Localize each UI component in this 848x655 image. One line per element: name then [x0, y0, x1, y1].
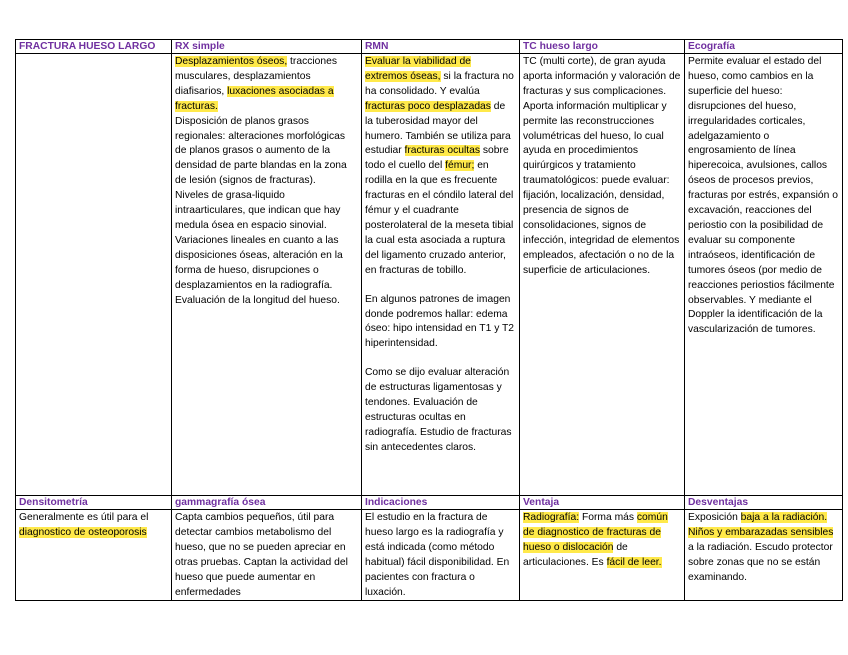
tc-paragraph: TC (multi corte), de gran ayuda aporta información y valoración de fracturas y sus complicaciones. Aporta información multiplicar y permite las reconstrucciones volumétricas del hueso, lo cual ayuda en procedimientos quirúrgicos y tratamiento traumatológicos: puede evaluar: fijación, localización, densidad, presencia de signos de consolidaciones, signos de infección, integridad de elementos empleados, afectación o no de la superficie de articulaciones.	[523, 56, 681, 276]
cell-ecografia	[685, 54, 843, 496]
rx-paragraph-5: Evaluación de la longitud del hueso.	[175, 294, 340, 306]
highlight: común de diagnostico de fracturas de hueso o dislocación	[523, 512, 668, 553]
content-row-1	[16, 54, 843, 496]
rx-paragraph-2: Disposición de planos grasos regionales: alteraciones morfológicas de planos grasos o aumento de la densidad de parte blandas en la zona de lesión (signos de fracturas).	[175, 115, 347, 187]
rmn-paragraph-3: Como se dijo evaluar alteración de estructuras ligamentosas y tendones. Evaluación de estructuras ocultas en radiografía. Estudio de fracturas sin antecedentes claros.	[365, 367, 512, 453]
highlight: Desplazamientos óseos,	[175, 56, 288, 67]
rmn-paragraph-2: En algunos patrones de imagen donde podremos hallar: edema óseo: hipo intensidad en T1 y T2 hiperintensidad.	[365, 293, 515, 350]
highlight: Radiografía:	[523, 512, 580, 523]
cell-desventajas: Exposición baja a la radiación. Niños y embarazadas sensibles a la radiación. Escudo protector sobre zonas que no se están examinando.	[685, 510, 843, 601]
header-rx-simple: RX simple	[172, 40, 362, 54]
rmn-paragraph-1: Evaluar la viabilidad de extremos óseas, si la fractura no ha consolidado. Y evalúa fracturas poco desplazadas de la tuberosidad mayor del humero. También se utiliza para estudiar fracturas ocultas sobre todo el cuello del fémur; en rodilla en la que es frecuente fracturas en el cóndilo lateral del fémur y el cuadrante posterolateral de la meseta tibial la cual esta asociada a ruptura del ligamento cruzado anterior, en fracturas de tobillo.	[365, 56, 514, 276]
header-rmn: RMN	[362, 40, 520, 54]
cell-gammagrafia: Capta cambios pequeños, útil para detectar cambios metabolismo del hueso, que no se pueden apreciar en otras pruebas. Captan la actividad del hueso que puede aumentar en enfermedades	[172, 510, 362, 601]
rx-paragraph-3: Niveles de grasa-liquido intraarticulares, que indican que hay medula ósea en espacio sinovial.	[175, 190, 341, 231]
cell-densitometria: Generalmente es útil para el diagnostico de osteoporosis	[16, 510, 172, 601]
header-desventajas: Desventajas	[685, 496, 843, 510]
cell-tc	[520, 54, 685, 496]
header-row-1	[16, 40, 843, 54]
rx-paragraph-4: Variaciones lineales en cuanto a las disposiciones óseas, alteración en la forma de hueso, disrupciones o desplazamientos en la radiografía.	[175, 234, 343, 291]
comparison-table	[15, 39, 843, 601]
cell-rx-simple	[172, 54, 362, 496]
highlight: luxaciones asociadas a fracturas.	[175, 85, 334, 112]
rx-paragraph-1: Desplazamientos óseos, tracciones musculares, desplazamientos diafisarios, luxaciones asociadas a fracturas.	[175, 56, 337, 112]
header-ventaja: Ventaja	[520, 496, 685, 510]
highlight: fácil de leer.	[606, 556, 662, 568]
eco-paragraph: Permite evaluar el estado del hueso, como cambios en la superficie del hueso: disrupciones del hueso, irregularidades corticales, adelgazamiento o engrosamiento de línea hiperecoica, avulsiones, callos óseos de procesos previos, fracturas por estrés, expansión o excavación, reacciones del periostio con la posibilidad de evaluar su componente intraóseos, identificación de tumores óseos (por medio de reacciones periostios fácilmente observables. Y mediante el Doppler la identificación de la vascularización de tumores.	[688, 56, 838, 336]
header-fractura-hueso-largo: FRACTURA HUESO LARGO	[16, 40, 172, 54]
header-densitometria: Densitometría	[16, 496, 172, 510]
highlight: fémur;	[445, 160, 475, 172]
cell-ventaja: Radiografía: Forma más común de diagnostico de fracturas de hueso o dislocación de articulaciones. Es fácil de leer.	[520, 510, 685, 601]
header-gammagrafia: gammagrafía ósea	[172, 496, 362, 510]
header-tc-hueso-largo: TC hueso largo	[520, 40, 685, 54]
highlight: diagnostico de osteoporosis	[19, 526, 147, 538]
header-indicaciones: Indicaciones	[362, 496, 520, 510]
header-ecografia: Ecografía	[685, 40, 843, 54]
cell-indicaciones: El estudio en la fractura de hueso largo es la radiografía y está indicada (como método habitual) fácil disponibilidad. En pacientes con fractura o luxación.	[362, 510, 520, 601]
content-row-2	[16, 510, 843, 601]
header-row-2	[16, 496, 843, 510]
cell-fractura-empty	[16, 54, 172, 496]
highlight: fracturas poco desplazadas	[365, 100, 491, 112]
highlight: fracturas ocultas	[404, 145, 481, 157]
highlight: baja a la radiación. Niños y embarazadas sensibles	[688, 512, 834, 538]
cell-rmn	[362, 54, 520, 496]
highlight: Evaluar la viabilidad de extremos óseas,	[365, 56, 471, 82]
